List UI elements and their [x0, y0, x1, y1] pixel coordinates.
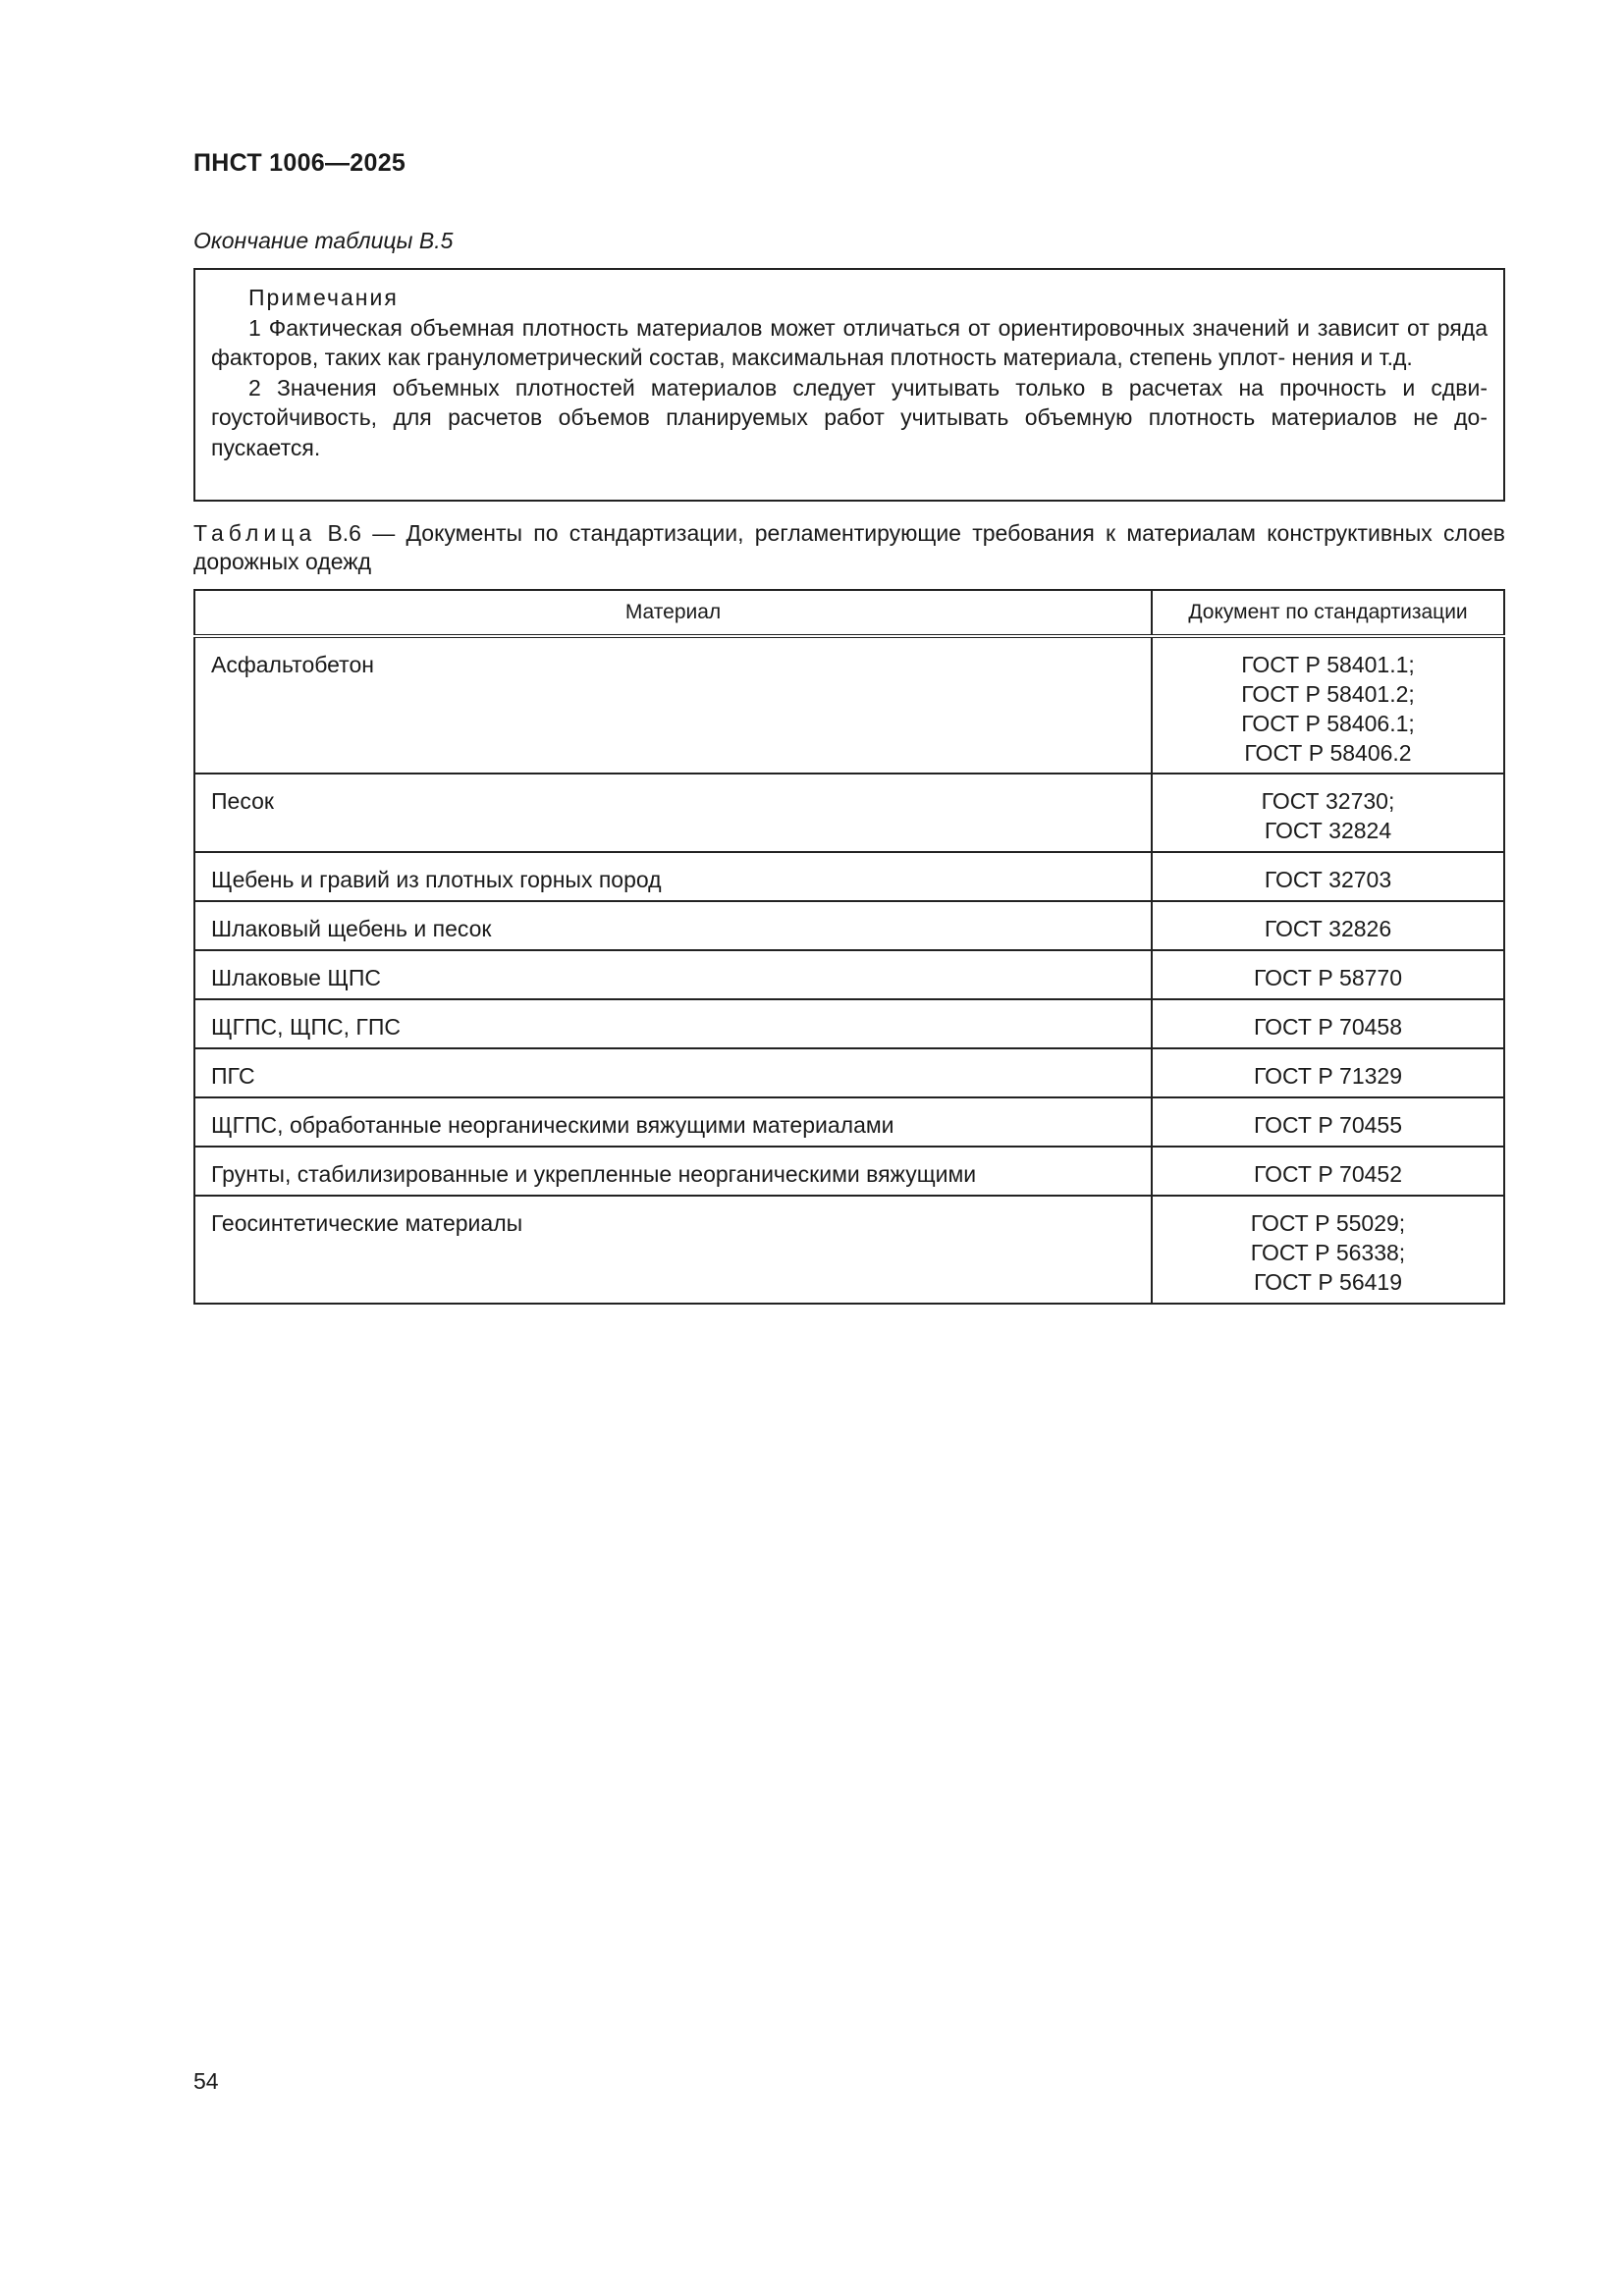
table-caption-label: Таблица: [193, 520, 317, 546]
document-cell: [1152, 636, 1504, 774]
document-cell: [1152, 1048, 1504, 1097]
document-cell: [1152, 950, 1504, 999]
table-continuation-label: Окончание таблицы В.5: [193, 228, 454, 253]
table-row: [194, 636, 1504, 774]
material-cell: ПГС: [194, 1048, 1152, 1097]
document-line: ГОСТ Р 58406.1;: [1241, 711, 1415, 736]
header-document: Документ по стандартизации: [1152, 590, 1504, 636]
document-line: ГОСТ 32730;: [1261, 788, 1395, 814]
document-line: ГОСТ Р 56419: [1253, 1269, 1403, 1295]
material-cell: ЩГПС, обработанные неорганическими вяжущими материалами: [194, 1097, 1152, 1147]
document-line: ГОСТ Р 58406.2: [1244, 740, 1412, 766]
material-cell: ЩГПС, ЩПС, ГПС: [194, 999, 1152, 1048]
material-cell: Асфальтобетон: [194, 636, 1152, 774]
material-cell: Щебень и гравий из плотных горных пород: [194, 852, 1152, 901]
table-row: [194, 1147, 1504, 1196]
document-line: ГОСТ 32824: [1264, 818, 1392, 843]
document-cell: [1152, 1147, 1504, 1196]
table-row: [194, 1097, 1504, 1147]
notes-title: Примечания: [248, 285, 399, 310]
table-row: [194, 999, 1504, 1048]
table-header-row: [194, 590, 1504, 636]
document-line: ГОСТ Р 70458: [1253, 1014, 1403, 1040]
material-cell: Шлаковые ЩПС: [194, 950, 1152, 999]
document-cell: [1152, 1097, 1504, 1147]
document-line: ГОСТ 32826: [1264, 916, 1392, 941]
document-line: ГОСТ Р 70452: [1253, 1161, 1403, 1187]
table-row: [194, 1048, 1504, 1097]
material-cell: Шлаковый щебень и песок: [194, 901, 1152, 950]
material-cell: Песок: [194, 774, 1152, 852]
document-line: ГОСТ Р 58770: [1253, 965, 1403, 990]
document-line: ГОСТ Р 56338;: [1250, 1240, 1406, 1265]
document-line: ГОСТ 32703: [1264, 867, 1392, 892]
table-row: [194, 774, 1504, 852]
document-line: ГОСТ Р 58401.2;: [1241, 681, 1415, 707]
page-number: 54: [193, 2068, 219, 2094]
table-caption: [193, 519, 1505, 576]
document-line: ГОСТ Р 71329: [1253, 1063, 1403, 1089]
standards-table: [193, 589, 1505, 1305]
table-row: [194, 1196, 1504, 1304]
material-cell: Геосинтетические материалы: [194, 1196, 1152, 1304]
table-caption-text: В.6 — Документы по стандартизации, регламентирующие требования к материалам конструктивных слоев дорожных одежд: [193, 520, 1505, 574]
document-cell: [1152, 999, 1504, 1048]
header-material: Материал: [194, 590, 1152, 636]
table-row: [194, 950, 1504, 999]
table-row: [194, 852, 1504, 901]
notes-box: [193, 268, 1505, 502]
document-code: ПНСТ 1006—2025: [193, 149, 406, 177]
table-row: [194, 901, 1504, 950]
note-2: 2 Значения объемных плотностей материалов следует учитывать только в расчетах на прочность и сдви- гоустойчивость, для расчетов объемов планируемых работ учитывать объемную плотность материалов не до- пускается.: [211, 374, 1488, 460]
document-line: ГОСТ Р 58401.1;: [1241, 652, 1415, 677]
document-cell: [1152, 852, 1504, 901]
document-line: ГОСТ Р 55029;: [1250, 1210, 1406, 1236]
document-cell: [1152, 1196, 1504, 1304]
document-cell: [1152, 774, 1504, 852]
material-cell: Грунты, стабилизированные и укрепленные неорганическими вяжущими: [194, 1147, 1152, 1196]
document-line: ГОСТ Р 70455: [1253, 1112, 1403, 1138]
note-1: 1 Фактическая объемная плотность материалов может отличаться от ориентировочных значений и зависит от ряда факторов, таких как гранулометрический состав, максимальная плотность материала, степень уплот- нения и т.д.: [211, 314, 1488, 370]
document-cell: [1152, 901, 1504, 950]
